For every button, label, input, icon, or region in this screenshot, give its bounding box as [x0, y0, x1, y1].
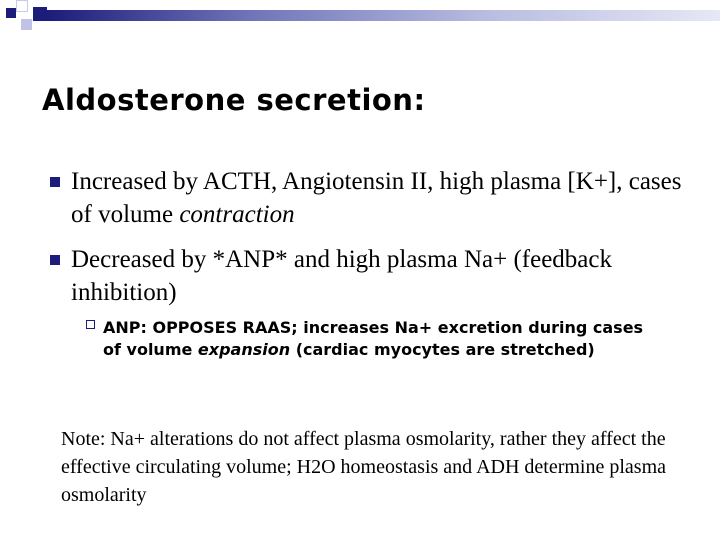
note-paragraph: Note: Na+ alterations do not affect plasma osmolarity, rather they affect the effective circulating volume; H2O homeostasis and ADH determine plasma osmolarity: [61, 428, 667, 506]
square-bullet-icon: [50, 177, 60, 187]
decor-square-dark: [6, 8, 16, 18]
italic-term: expansion: [197, 340, 291, 359]
decor-square-outline: [16, 0, 28, 12]
hollow-square-bullet-icon: [86, 320, 95, 329]
square-bullet-icon: [50, 255, 60, 265]
decor-square-dark-large: [33, 7, 47, 21]
italic-term: contraction: [179, 201, 295, 228]
bullet-text: Decreased by *ANP* and high plasma Na+ (feedback inhibition): [71, 246, 612, 306]
sub-bullet-text: ANP: OPPOSES RAAS; increases Na+ excretion during cases of volume expansion (cardiac myocytes are stretched): [103, 318, 644, 359]
decor-square-light: [21, 19, 32, 30]
header-gradient-bar: [47, 10, 720, 21]
bullet-text: Increased by ACTH, Angiotensin II, high plasma [K+], cases of volume contraction: [71, 168, 682, 228]
slide-title: Aldosterone secretion:: [42, 83, 426, 117]
